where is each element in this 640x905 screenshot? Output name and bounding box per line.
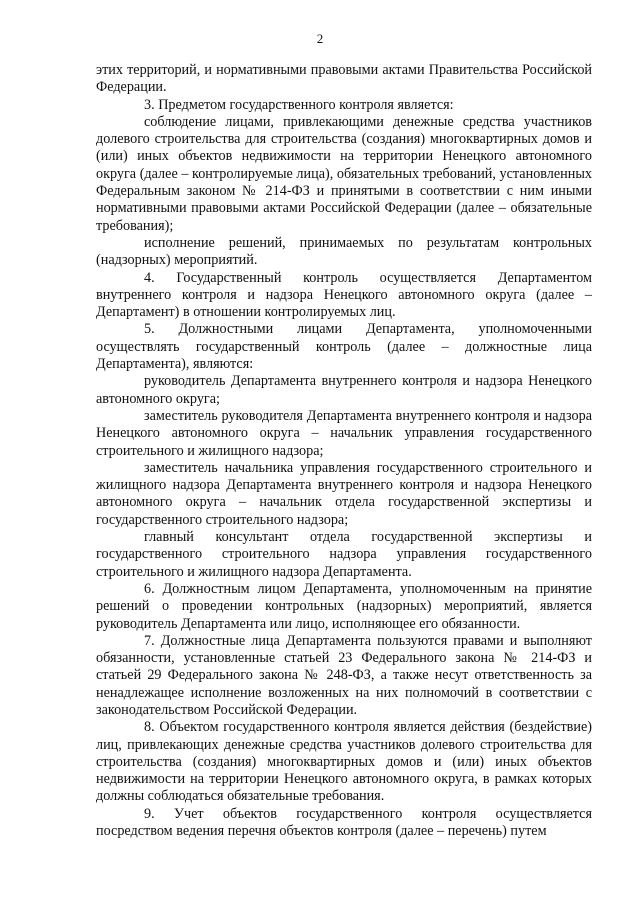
paragraph-5-item-4: главный консультант отдела государственной экспертизы и государственного строительного надзора управления государственного строительного и жилищного надзора Департамента.	[96, 529, 592, 580]
paragraph-3-item-1: соблюдение лицами, привлекающими денежные средства участников долевого строительства для строительства (создания) многоквартирных домов и (или) иных объектов недвижимости на территории Ненецкого автономного округа (далее – контролируемые лица), обязательных требований, установленных Федеральным законом № 214-ФЗ и принятыми в соответствии с ним иными нормативными правовыми актами Российской Федерации (далее – обязательные требования);	[96, 113, 592, 234]
paragraph-continuation: этих территорий, и нормативными правовыми актами Правительства Российской Федерации.	[96, 62, 592, 96]
paragraph-7: 7. Должностные лица Департамента пользуются правами и выполняют обязанности, установленные статьей 23 Федерального закона № 214-ФЗ и статьей 29 Федерального закона № 248-ФЗ, а также несут ответственность за ненадлежащее исполнение возложенных на них полномочий в соответствии с законодательством Российской Федерации.	[96, 632, 592, 718]
paragraph-6: 6. Должностным лицом Департамента, уполномоченным на принятие решений о проведении контрольных (надзорных) мероприятий, является руководитель Департамента или лицо, исполняющее его обязанности.	[96, 580, 592, 632]
paragraph-4: 4. Государственный контроль осуществляется Департаментом внутреннего контроля и надзора Ненецкого автономного округа (далее – Департамент) в отношении контролируемых лиц.	[96, 269, 592, 321]
paragraph-5-item-2: заместитель руководителя Департамента внутреннего контроля и надзора Ненецкого автономного округа – начальник управления государственного строительного и жилищного надзора;	[96, 407, 592, 459]
document-body	[96, 62, 592, 840]
paragraph-9: 9. Учет объектов государственного контроля осуществляется посредством ведения перечня объектов контроля (далее – перечень) путем	[96, 805, 592, 840]
paragraph-8: 8. Объектом государственного контроля является действия (бездействие) лиц, привлекающих денежные средства участников долевого строительства для строительства (создания) многоквартирных домов и (или) иных объектов недвижимости на территории Ненецкого автономного округа, в рамках которых должны соблюдаться обязательные требования.	[96, 719, 592, 805]
page-number: 2	[316, 31, 324, 46]
paragraph-3: 3. Предметом государственного контроля является:	[144, 96, 454, 113]
paragraph-3-item-2: исполнение решений, принимаемых по результатам контрольных (надзорных) мероприятий.	[96, 234, 592, 269]
paragraph-5-item-1: руководитель Департамента внутреннего контроля и надзора Ненецкого автономного округа;	[96, 373, 592, 407]
paragraph-5-item-3: заместитель начальника управления государственного строительного и жилищного надзора Департамента внутреннего контроля и надзора Ненецкого автономного округа – начальник отдела государственной экспертизы и государственного строительного надзора;	[96, 459, 592, 528]
paragraph-5: 5. Должностными лицами Департамента, уполномоченными осуществлять государственный контроль (далее – должностные лица Департамента), являются:	[96, 321, 592, 373]
